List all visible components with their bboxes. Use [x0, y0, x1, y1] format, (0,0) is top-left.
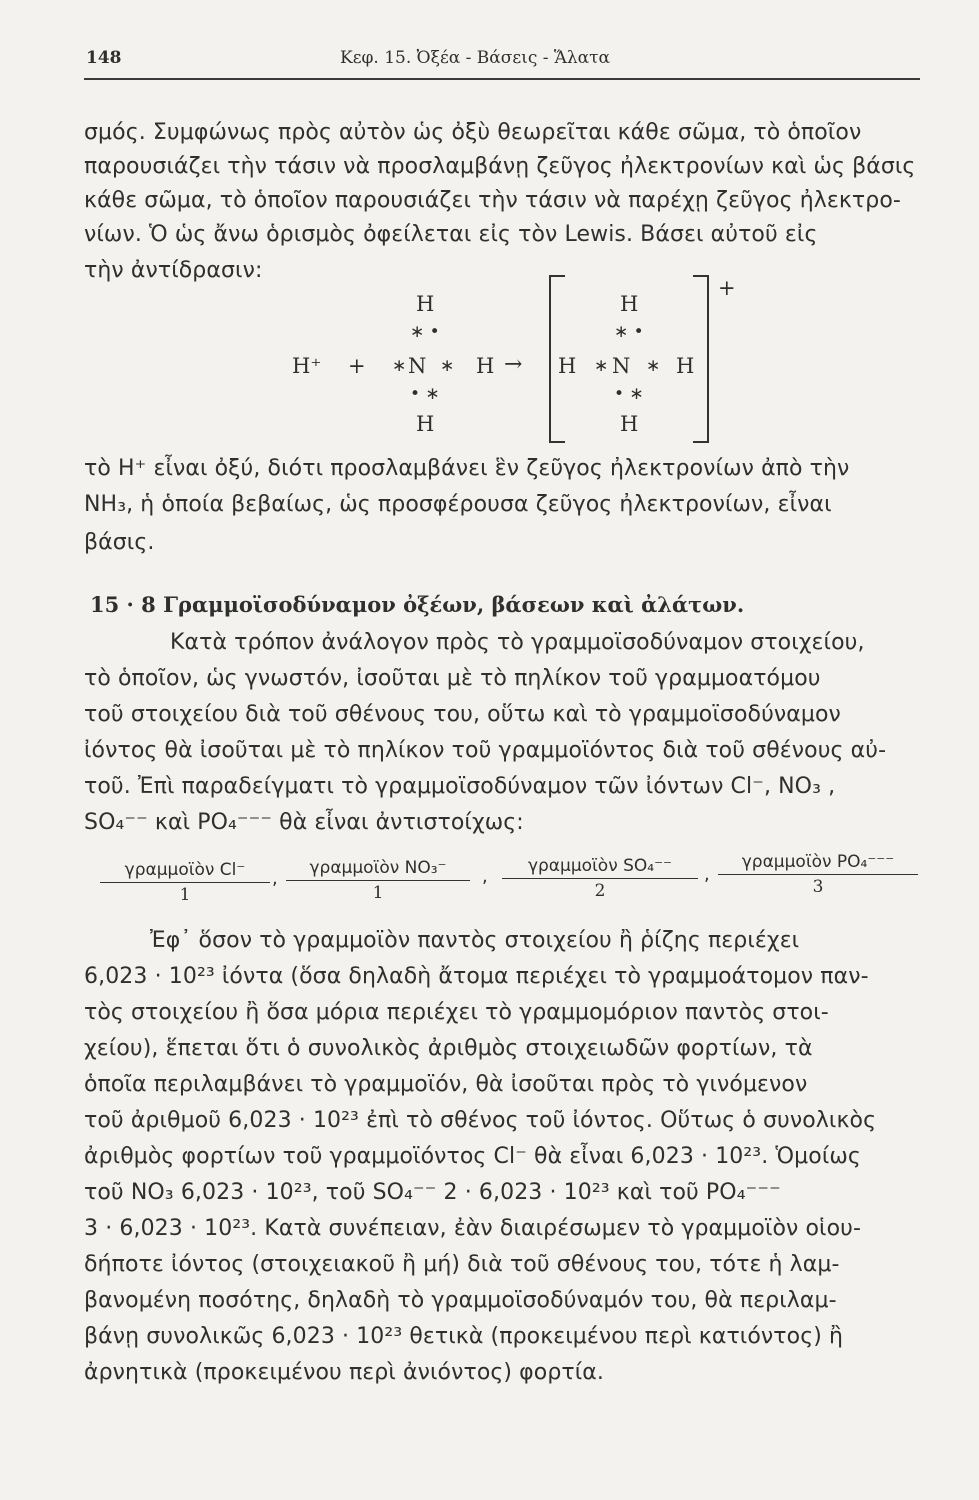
fraction-no3 — [286, 858, 470, 903]
fraction-po4 — [718, 852, 918, 897]
para2-line-13: ἀρνητικὰ (προκειμένου περὶ ἀνιόντος) φορτία. — [84, 1360, 605, 1385]
para2-line-10: δήποτε ἰόντος (στοιχειακοῦ ἢ μή) διὰ τοῦ σθένους του, τότε ἡ λαμ- — [84, 1252, 840, 1277]
para1-line-1: Κατὰ τρόπον ἀνάλογον πρὸς τὸ γραμμοϊσοδύναμον στοιχείου, — [170, 630, 865, 655]
chapter-title: Κεφ. 15. Ὀξέα - Βάσεις - Ἅλατα — [340, 48, 611, 68]
fraction-no3-numerator: γραμμοϊὸν NO₃⁻ — [286, 858, 470, 881]
right-h-top: H — [620, 292, 639, 316]
para2-line-11: βανομένη ποσότης, δηλαδὴ τὸ γραμμοϊσοδύναμόν του, θὰ περιλαμ- — [84, 1288, 837, 1313]
left-dots-bottom: • ∗ — [410, 384, 440, 404]
intro-line-5: τὴν ἀντίδρασιν: — [84, 258, 263, 283]
right-dots-right: ∗ — [646, 356, 661, 376]
fraction-cl — [100, 860, 270, 905]
comma: , — [272, 868, 278, 889]
right-h-right: H — [676, 354, 695, 378]
left-h-right: H — [476, 354, 495, 378]
intro-line-4: νίων. Ὁ ὡς ἄνω ὁρισμὸς ὀφείλεται εἰς τὸν Lewis. Βάσει αὐτοῦ εἰς — [84, 222, 818, 247]
left-dots-right: ∗ — [440, 356, 455, 376]
right-n: N — [612, 354, 631, 378]
right-dots-top: ∗ • — [614, 322, 644, 342]
left-h-top: H — [416, 292, 435, 316]
para1-line-5: τοῦ. Ἐπὶ παραδείγματι τὸ γραμμοϊσοδύναμον τῶν ἰόντων Cl⁻, NO₃ , — [84, 774, 836, 799]
reaction-arrow: → — [504, 352, 523, 377]
para1-line-4: ἰόντος θὰ ἰσοῦται μὲ τὸ πηλίκον τοῦ γραμμοϊόντος διὰ τοῦ σθένους αὐ- — [84, 738, 887, 763]
comma: , — [482, 866, 488, 887]
para2-line-3: τὸς στοιχείου ἢ ὅσα μόρια περιέχει τὸ γραμμομόριον παντὸς στοι- — [84, 1000, 829, 1025]
explanation-line-3: βάσις. — [84, 530, 155, 555]
para2-line-12: βάνῃ συνολικῶς 6,023 · 10²³ θετικὰ (προκειμένου περὶ κατιόντος) ἢ — [84, 1324, 844, 1349]
explanation-line-2: NH₃, ἡ ὁποία βεβαίως, ὡς προσφέρουσα ζεῦγος ἠλεκτρονίων, εἶναι — [84, 492, 832, 517]
header-rule — [84, 78, 920, 80]
para2-line-2: 6,023 · 10²³ ἰόντα (ὅσα δηλαδὴ ἄτομα περιέχει τὸ γραμμοάτομον παν- — [84, 964, 869, 989]
right-h-bottom: H — [620, 412, 639, 436]
fraction-no3-denominator: 1 — [372, 883, 384, 903]
intro-line-3: κάθε σῶμα, τὸ ὁποῖον παρουσιάζει τὴν τάσιν νὰ παρέχῃ ζεῦγος ἠλεκτρο- — [84, 188, 901, 213]
para2-line-5: ὁποῖα περιλαμβάνει τὸ γραμμοϊόν, θὰ ἰσοῦται πρὸς τὸ γινόμενον — [84, 1072, 808, 1097]
fraction-cl-denominator: 1 — [179, 885, 191, 905]
para2-line-4: χείου), ἕπεται ὅτι ὁ συνολικὸς ἀριθμὸς στοιχειωδῶν φορτίων, τὰ — [84, 1036, 813, 1061]
left-n: N — [408, 354, 427, 378]
comma: , — [704, 864, 710, 885]
para1-line-6: SO₄⁻⁻ καὶ PO₄⁻⁻⁻ θὰ εἶναι ἀντιστοίχως: — [84, 810, 524, 835]
para2-line-8: τοῦ NO₃ 6,023 · 10²³, τοῦ SO₄⁻⁻ 2 · 6,023 · 10²³ καὶ τοῦ PO₄⁻⁻⁻ — [84, 1180, 781, 1205]
fraction-so4-denominator: 2 — [594, 881, 606, 901]
right-bracket — [693, 275, 709, 443]
para2-line-1: Ἐφ᾽ ὅσον τὸ γραμμοϊὸν παντὸς στοιχείου ἢ ῥίζης περιέχει — [150, 928, 800, 953]
left-h-bottom: H — [416, 412, 435, 436]
fraction-so4-numerator: γραμμοϊὸν SO₄⁻⁻ — [502, 856, 698, 879]
intro-line-1: σμός. Συμφώνως πρὸς αὐτὸν ὡς ὀξὺ θεωρεῖται κάθε σῶμα, τὸ ὁποῖον — [84, 120, 862, 145]
para1-line-3: τοῦ στοιχείου διὰ τοῦ σθένους του, οὕτω καὶ τὸ γραμμοϊσοδύναμον — [84, 702, 841, 727]
para2-line-9: 3 · 6,023 · 10²³. Κατὰ συνέπειαν, ἐὰν διαιρέσωμεν τὸ γραμμοϊὸν οἱου- — [84, 1216, 862, 1241]
plus-sign: + — [348, 354, 366, 378]
charge-plus: + — [718, 276, 736, 300]
right-h-left: H — [558, 354, 577, 378]
fraction-so4 — [502, 856, 698, 901]
right-dots-bottom: • ∗ — [614, 384, 644, 404]
left-dots-left: ∗ — [392, 356, 407, 376]
page-number: 148 — [86, 48, 122, 68]
para2-line-6: τοῦ ἀριθμοῦ 6,023 · 10²³ ἐπὶ τὸ σθένος τοῦ ἰόντος. Οὕτως ὁ συνολικὸς — [84, 1108, 877, 1133]
fraction-po4-numerator: γραμμοϊὸν PO₄⁻⁻⁻ — [718, 852, 918, 875]
right-dots-left: ∗ — [594, 356, 609, 376]
explanation-line-1: τὸ H⁺ εἶναι ὀξύ, διότι προσλαμβάνει ἓν ζεῦγος ἠλεκτρονίων ἀπὸ τὴν — [84, 456, 850, 481]
para2-line-7: ἀριθμὸς φορτίων τοῦ γραμμοϊόντος Cl⁻ θὰ εἶναι 6,023 · 10²³. Ὁμοίως — [84, 1144, 861, 1169]
fraction-po4-denominator: 3 — [812, 877, 824, 897]
h-plus: H⁺ — [292, 354, 322, 378]
left-dots-top: ∗ • — [410, 322, 440, 342]
intro-line-2: παρουσιάζει τὴν τάσιν νὰ προσλαμβάνῃ ζεῦγος ἠλεκτρονίων καὶ ὡς βάσις — [84, 154, 916, 179]
section-heading: 15 · 8 Γραμμοϊσοδύναμον ὀξέων, βάσεων καὶ ἀλάτων. — [90, 592, 745, 617]
para1-line-2: τὸ ὁποῖον, ὡς γνωστόν, ἰσοῦται μὲ τὸ πηλίκον τοῦ γραμμοατόμου — [84, 666, 821, 691]
fraction-cl-numerator: γραμμοϊὸν Cl⁻ — [100, 860, 270, 883]
